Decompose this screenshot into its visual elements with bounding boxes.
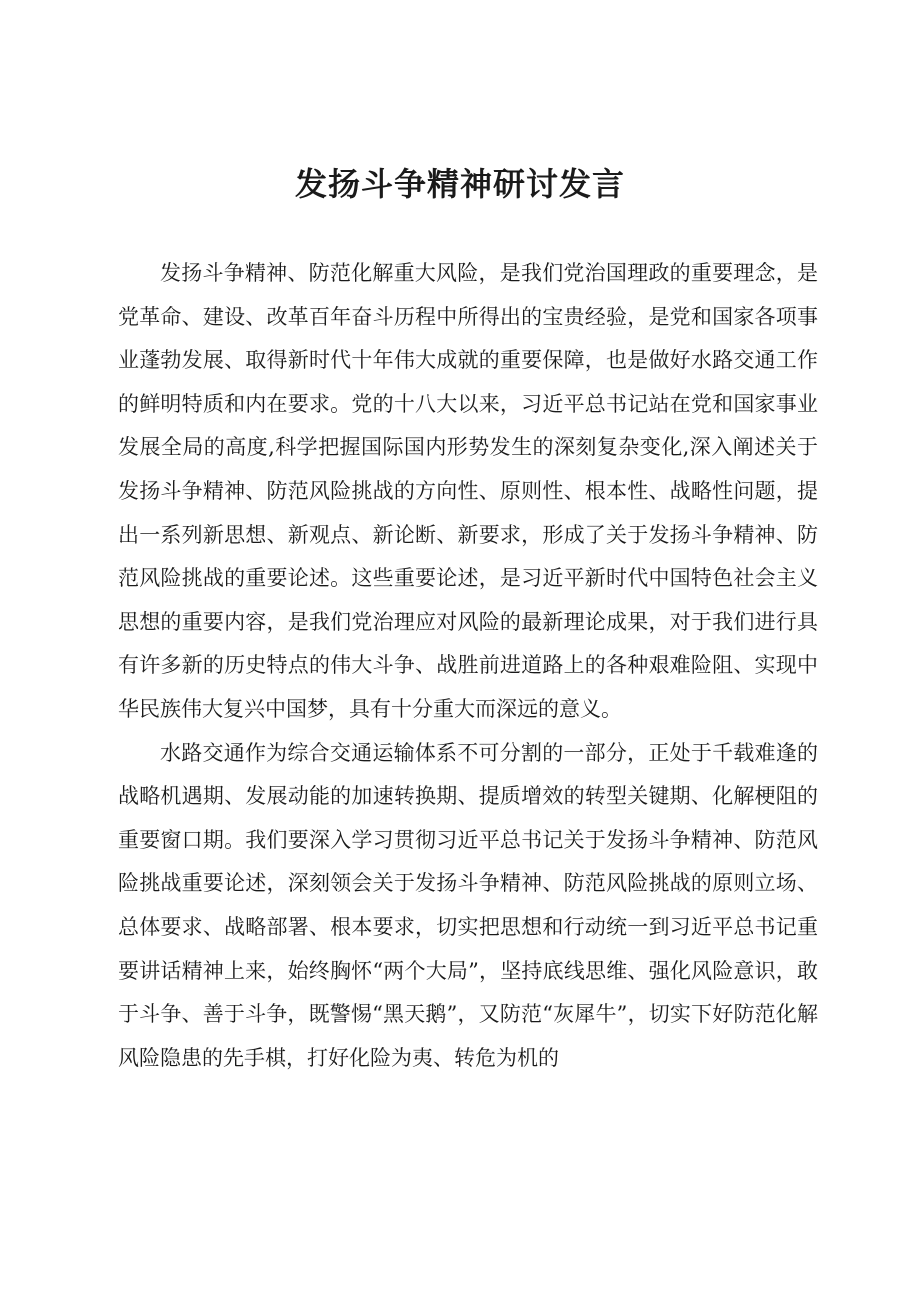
document-body [118,252,818,1080]
document-title: 发扬斗争精神研讨发言 [294,165,625,203]
body-paragraph-1: 发扬斗争精神、防范化解重大风险，是我们党治国理政的重要理念，是党革命、建设、改革百年奋斗历程中所得出的宝贵经验，是党和国家各项事业蓬勃发展、取得新时代十年伟大成就的重要保障，也是做好水路交通工作的鲜明特质和内在要求。党的十八大以来，习近平总书记站在党和国家事业发展全局的高度,科学把握国际国内形势发生的深刻复杂变化,深入阐述关于发扬斗争精神、防范风险挑战的方向性、原则性、根本性、战略性问题，提出一系列新思想、新观点、新论断、新要求，形成了关于发扬斗争精神、防范风险挑战的重要论述。这些重要论述，是习近平新时代中国特色社会主义思想的重要内容，是我们党治理应对风险的最新理论成果，对于我们进行具有许多新的历史特点的伟大斗争、战胜前进道路上的各种艰难险阻、实现中华民族伟大复兴中国梦，具有十分重大而深远的意义。 [118,261,818,721]
body-paragraph-2: 水路交通作为综合交通运输体系不可分割的一部分，正处于千载难逢的战略机遇期、发展动能的加速转换期、提质增效的转型关键期、化解梗阻的重要窗口期。我们要深入学习贯彻习近平总书记关于发扬斗争精神、防范风险挑战重要论述，深刻领会关于发扬斗争精神、防范风险挑战的原则立场、总体要求、战略部署、根本要求，切实把思想和行动统一到习近平总书记重要讲话精神上来，始终胸怀“两个大局”，坚持底线思维、强化风险意识，敢于斗争、善于斗争，既警惕“黑天鹅”，又防范“灰犀牛”，切实下好防范化解风险隐患的先手棋，打好化险为夷、转危为机的 [118,740,818,1070]
